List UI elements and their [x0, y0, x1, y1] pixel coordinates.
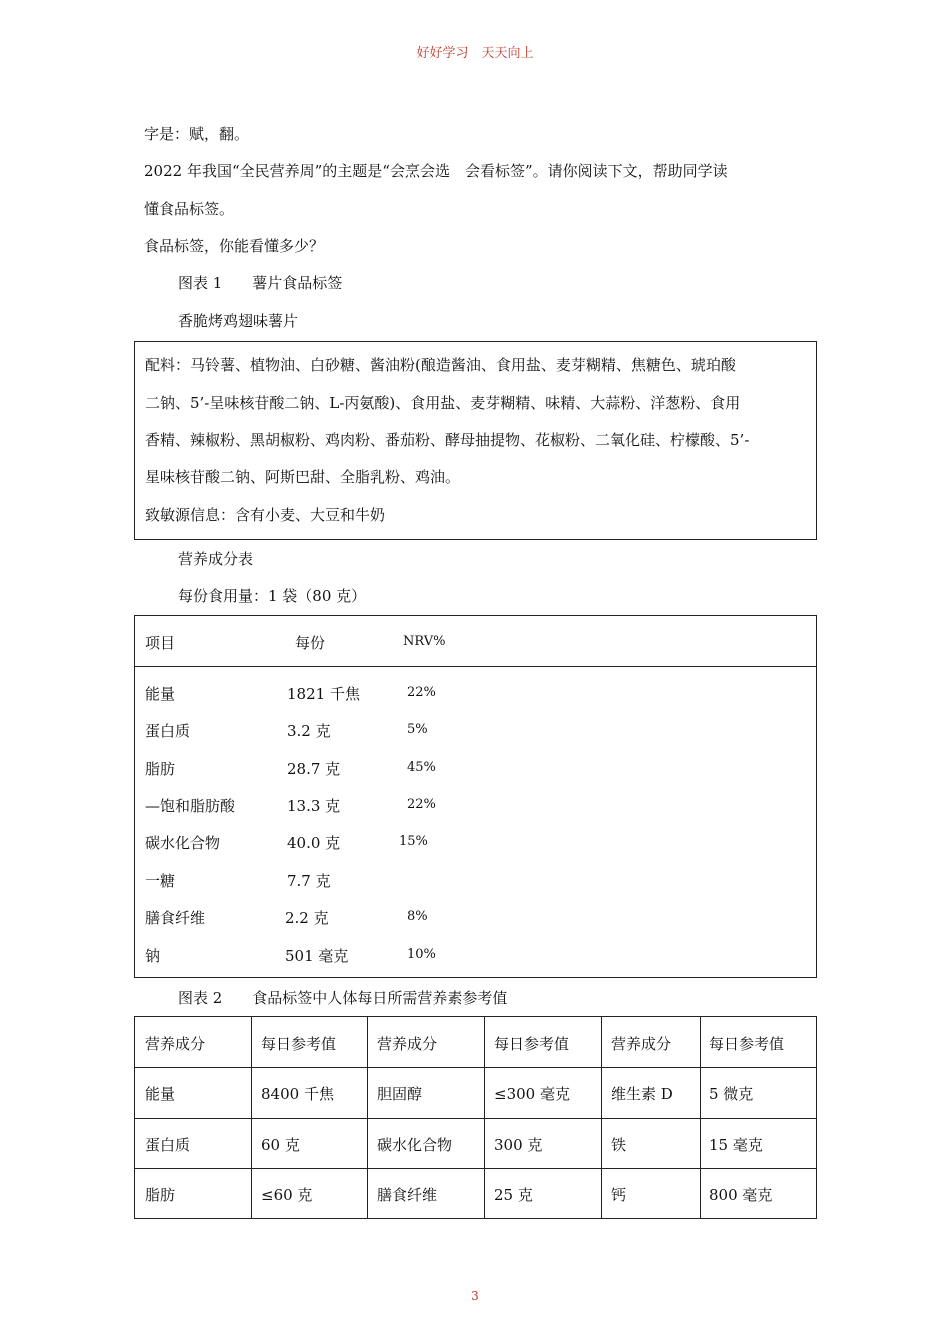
nutrient-name: 一糖 [145, 872, 176, 890]
nutrient-nrv: 22% [407, 797, 436, 812]
table-col-divider [700, 1017, 701, 1218]
ref-value: 800 毫克 [709, 1186, 773, 1204]
nutrition-header-item: 项目 [145, 634, 176, 652]
figure2-caption: 图表 2 食品标签中人体每日所需营养素参考值 [178, 989, 508, 1007]
nutrient-nrv: 45% [407, 760, 436, 775]
table-col-divider [251, 1017, 252, 1218]
nutrient-name: 膳食纤维 [145, 909, 206, 927]
nutrient-nrv: 15% [399, 834, 428, 849]
table-divider [135, 1118, 816, 1119]
page-number: 3 [471, 1289, 479, 1303]
figure1-caption: 图表 1 薯片食品标签 [178, 274, 343, 292]
ref-value: 15 毫克 [709, 1136, 763, 1154]
ref-nutrient: 脂肪 [145, 1186, 176, 1204]
nutrient-per-serving: 28.7 克 [287, 760, 341, 778]
allergen-info: 致敏源信息：含有小麦、大豆和牛奶 [145, 506, 386, 524]
ref-nutrient: 钙 [611, 1186, 627, 1204]
nutrient-name: 能量 [145, 685, 176, 703]
paragraph-intro-line1: 2022 年我国“全民营养周”的主题是“会烹会选 会看标签”。请你阅读下文，帮助同学读 [144, 162, 728, 180]
ingredients-line: 香精、辣椒粉、黑胡椒粉、鸡肉粉、番茄粉、酵母抽提物、花椒粉、二氧化硅、柠檬酸、5’- [145, 431, 750, 449]
nutrient-name: 脂肪 [145, 760, 176, 778]
nutrition-table [134, 615, 817, 978]
ref-header: 每日参考值 [261, 1035, 337, 1053]
ref-nutrient: 膳食纤维 [377, 1186, 438, 1204]
nutrient-nrv: 10% [407, 947, 436, 962]
nutrient-per-serving: 3.2 克 [287, 722, 331, 740]
nutrition-header-per-serving: 每份 [295, 634, 326, 652]
ref-value: 300 克 [494, 1136, 543, 1154]
nutrient-name: —饱和脂肪酸 [145, 797, 236, 815]
ingredients-line: 配料：马铃薯、植物油、白砂糖、酱油粉(酿造酱油、食用盐、麦芽糊精、焦糖色、琥珀酸 [145, 356, 736, 374]
nutrient-nrv: 8% [407, 909, 428, 924]
nutrient-nrv: 5% [407, 722, 428, 737]
ref-header: 营养成分 [377, 1035, 438, 1053]
nutrition-header-nrv: NRV% [403, 634, 446, 649]
table-divider [135, 666, 816, 667]
ref-value: 8400 千焦 [261, 1085, 334, 1103]
nutrient-nrv: 22% [407, 685, 436, 700]
nutrient-name: 蛋白质 [145, 722, 191, 740]
section-heading: 食品标签，你能看懂多少？ [144, 237, 325, 255]
table-col-divider [484, 1017, 485, 1218]
table-divider [135, 1168, 816, 1169]
ref-value: ≤60 克 [261, 1186, 313, 1204]
ref-nutrient: 能量 [145, 1085, 176, 1103]
ingredients-box [134, 341, 817, 540]
nutrient-name: 碳水化合物 [145, 834, 221, 852]
ref-nutrient: 维生素 D [611, 1085, 673, 1103]
paragraph-intro-line2: 懂食品标签。 [144, 200, 235, 218]
paragraph-answer: 字是：赋，翻。 [144, 125, 250, 143]
nutrition-title: 营养成分表 [178, 550, 254, 568]
nutrient-per-serving: 13.3 克 [287, 797, 341, 815]
ref-header: 营养成分 [611, 1035, 672, 1053]
ref-nutrient: 碳水化合物 [377, 1136, 453, 1154]
ref-nutrient: 胆固醇 [377, 1085, 423, 1103]
ingredients-line: 二钠、5’-呈味核苷酸二钠、L-丙氨酸)、食用盐、麦芽糊精、味精、大蒜粉、洋葱粉、食用 [145, 394, 741, 412]
ref-header: 每日参考值 [709, 1035, 785, 1053]
ref-value: ≤300 毫克 [494, 1085, 570, 1103]
product-name: 香脆烤鸡翅味薯片 [178, 312, 299, 330]
ref-value: 5 微克 [709, 1085, 754, 1103]
nutrient-name: 钠 [145, 947, 161, 965]
ref-nutrient: 铁 [611, 1136, 627, 1154]
table-divider [135, 1067, 816, 1068]
ref-header: 营养成分 [145, 1035, 206, 1053]
nutrient-per-serving: 7.7 克 [287, 872, 331, 890]
nutrient-per-serving: 40.0 克 [287, 834, 341, 852]
table-col-divider [367, 1017, 368, 1218]
page-header: 好好学习 天天向上 [416, 46, 534, 61]
ingredients-line: 星味核苷酸二钠、阿斯巴甜、全脂乳粉、鸡油。 [145, 468, 461, 486]
ref-value: 60 克 [261, 1136, 300, 1154]
nutrient-per-serving: 1821 千焦 [287, 685, 360, 703]
nutrient-per-serving: 501 毫克 [285, 947, 349, 965]
ref-value: 25 克 [494, 1186, 533, 1204]
serving-size: 每份食用量：1 袋（80 克） [178, 587, 367, 605]
ref-header: 每日参考值 [494, 1035, 570, 1053]
reference-table [134, 1016, 817, 1219]
ref-nutrient: 蛋白质 [145, 1136, 191, 1154]
table-col-divider [601, 1017, 602, 1218]
nutrient-per-serving: 2.2 克 [285, 909, 329, 927]
